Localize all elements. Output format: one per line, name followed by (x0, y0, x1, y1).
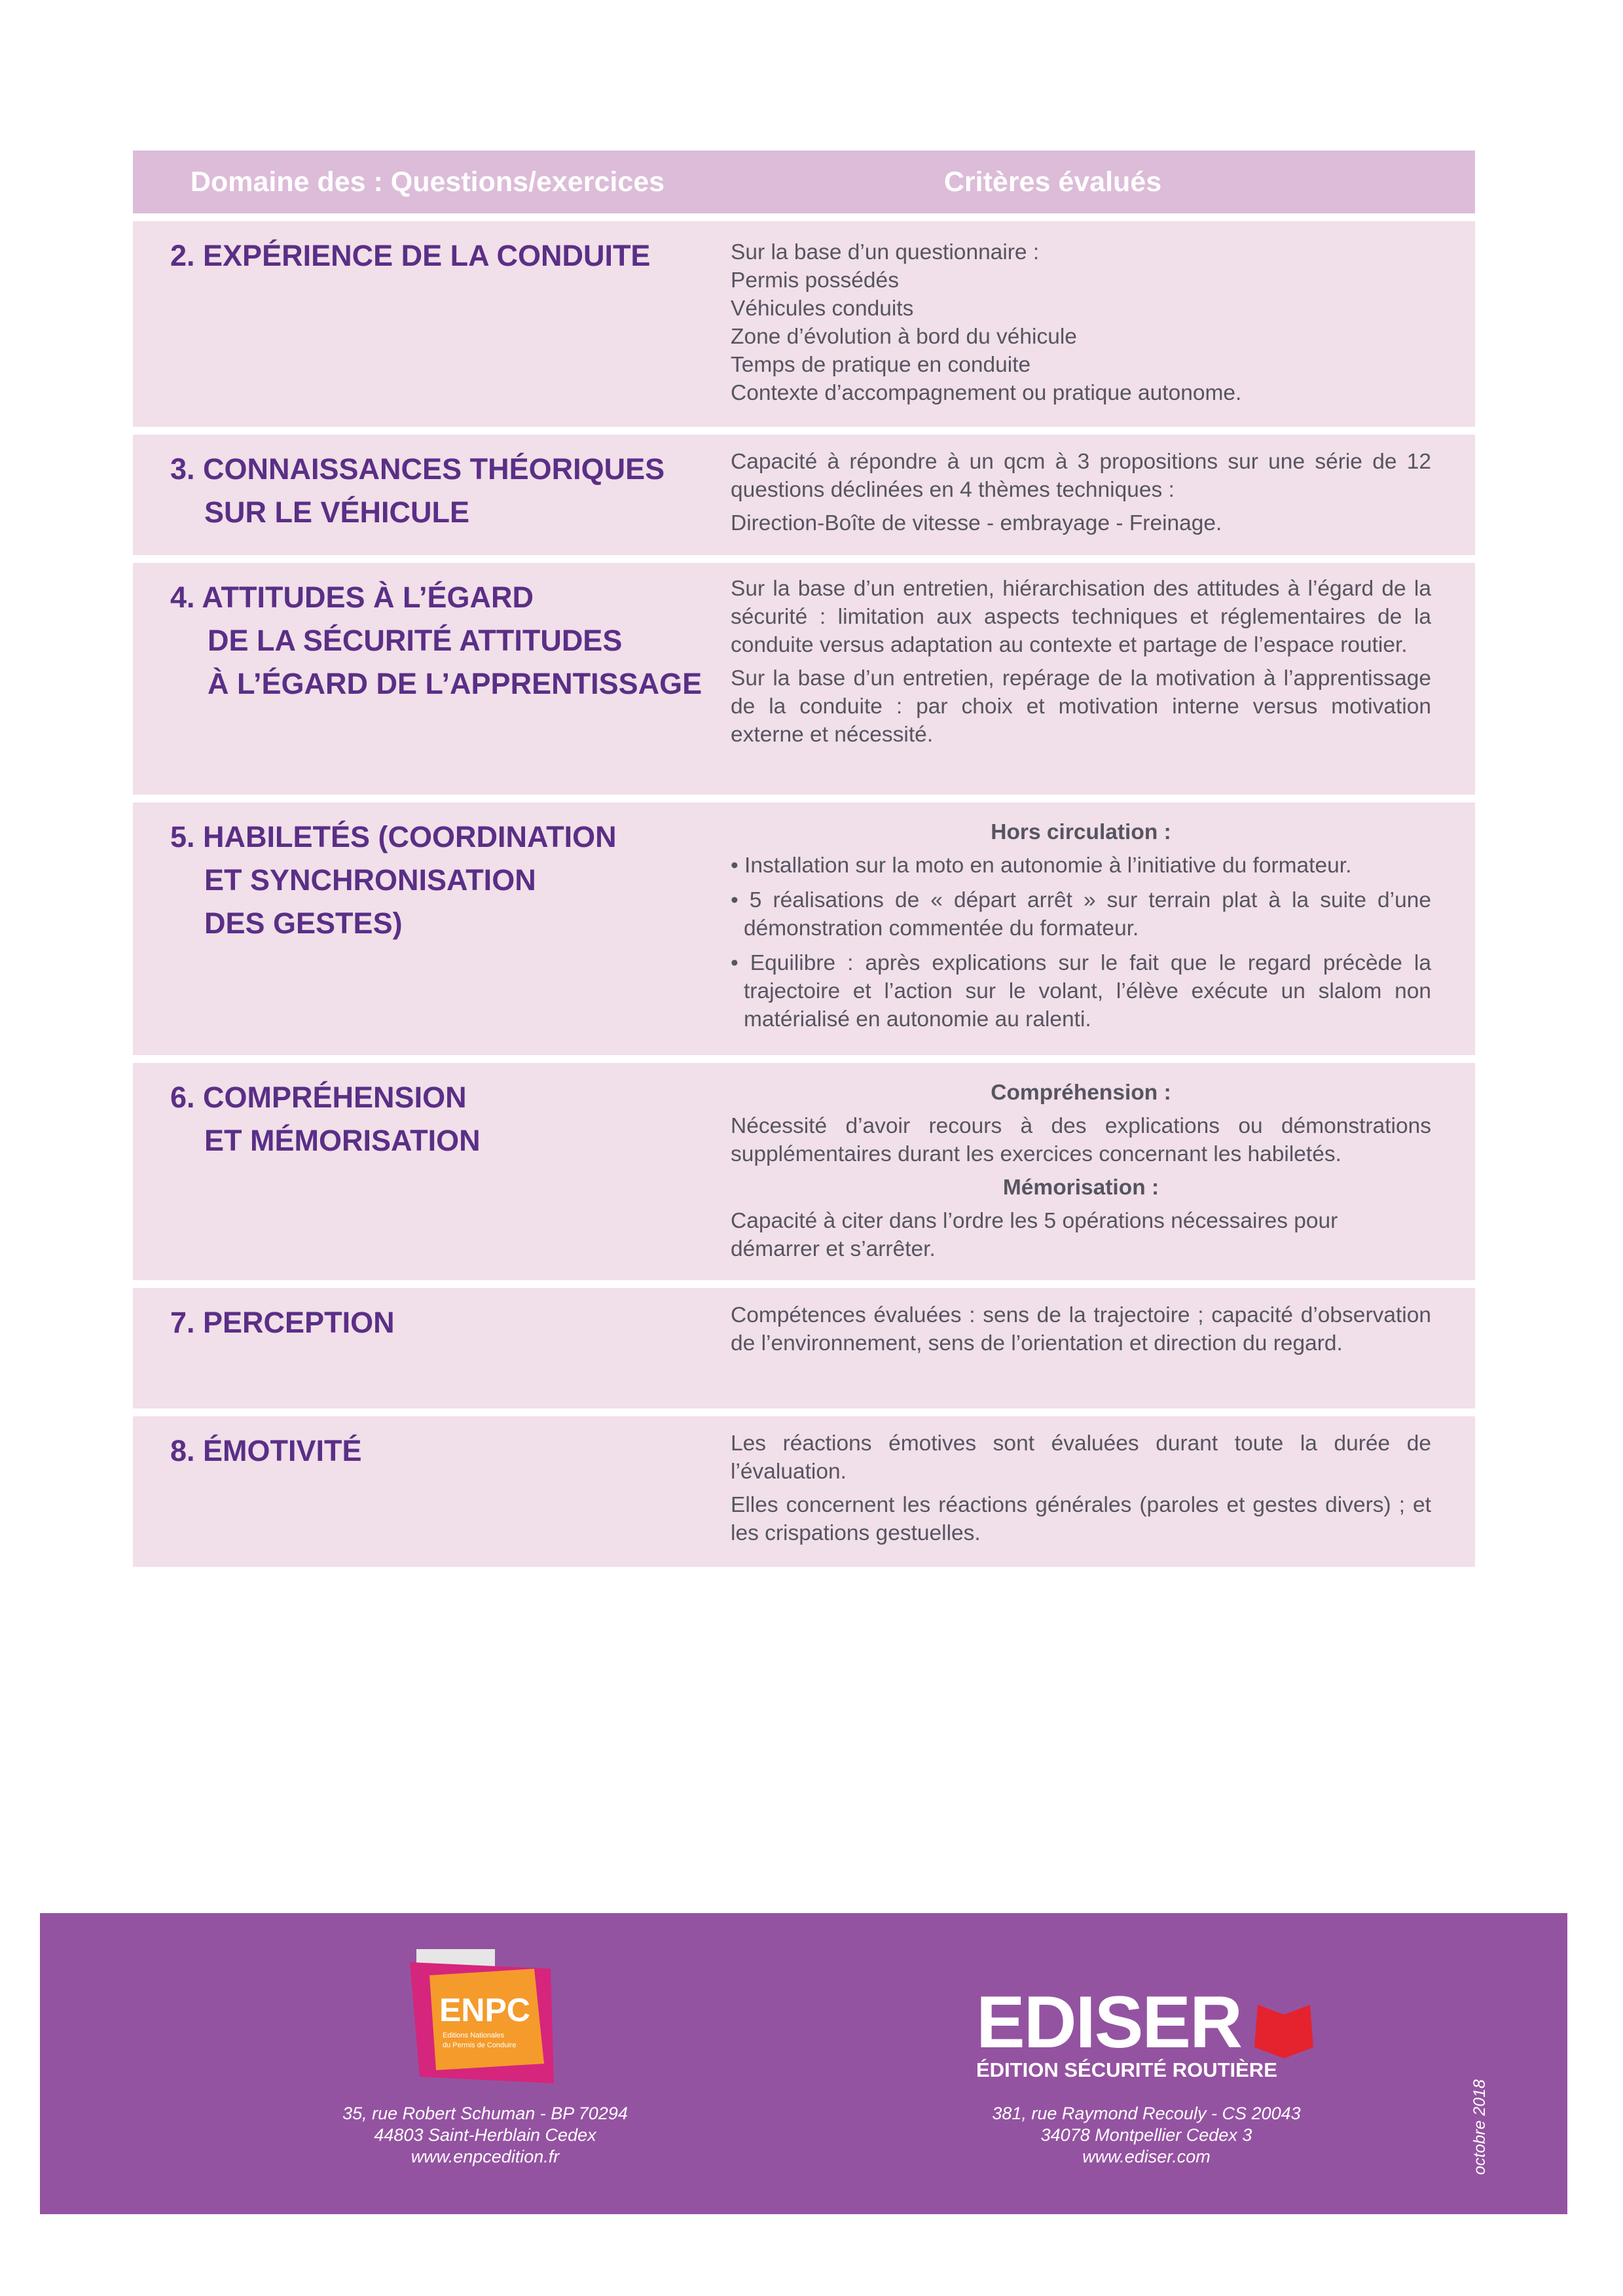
criteria-text: Elles concernent les réactions générales (paroles et gestes divers) ; et les crispations gestuelles. (731, 1493, 1431, 1545)
domain-title: 6. COMPRÉHENSION (170, 1081, 467, 1114)
criteria-table (133, 151, 1475, 1575)
criteria-text: Sur la base d’un entretien, repérage de la motivation à l’apprentissage de la conduite : par choix et motivation interne versus motivation externe et nécessité. (731, 666, 1431, 747)
svg-text:du Permis de Conduire: du Permis de Conduire (443, 2041, 517, 2049)
domain-cell (133, 802, 731, 1055)
criteria-line: Sur la base d’un questionnaire : (731, 240, 1040, 264)
criteria-subheading: Mémorisation : (1002, 1175, 1159, 1200)
table-row (133, 1063, 1475, 1280)
table-row (133, 1416, 1475, 1567)
criteria-cell (731, 1063, 1475, 1280)
domain-title-line2: ET SYNCHRONISATION (204, 863, 536, 897)
criteria-line: Contexte d’accompagnement ou pratique autonome. (731, 381, 1242, 405)
criteria-cell (731, 1288, 1475, 1408)
enpc-logo-text: ENPC (439, 1992, 530, 2028)
ediser-tagline: ÉDITION SÉCURITÉ ROUTIÈRE (976, 2058, 1277, 2081)
criteria-bullet: • Equilibre : après explications sur le fait que le regard précède la trajectoire et l’action sur le volant, l’élève exécute un slalom non matérialisé en autonomie au ralenti. (731, 951, 1431, 1031)
domain-title: 8. ÉMOTIVITÉ (170, 1434, 362, 1467)
criteria-cell (731, 1416, 1475, 1567)
ediser-address (957, 2103, 1336, 2168)
criteria-cell (731, 563, 1475, 795)
enpc-address (282, 2103, 688, 2168)
ediser-logo (976, 1985, 1343, 2083)
criteria-text: Capacité à répondre à un qcm à 3 propositions sur une série de 12 questions déclinées en 4 thèmes techniques : (731, 450, 1431, 502)
edition-date: octobre 2018 (1470, 2079, 1489, 2175)
table-row (133, 802, 1475, 1055)
domain-cell (133, 563, 731, 795)
domain-title: 5. HABILETÉS (COORDINATION (170, 820, 617, 853)
domain-title: 3. CONNAISSANCES THÉORIQUES (170, 452, 665, 486)
svg-text:Editions Nationales: Editions Nationales (443, 2032, 505, 2039)
domain-title-line2: DE LA SÉCURITÉ ATTITUDES (208, 624, 623, 657)
criteria-line: Permis possédés (731, 268, 899, 293)
domain-title: 4. ATTITUDES À L’ÉGARD (170, 581, 534, 614)
domain-cell (133, 435, 731, 555)
domain-title: 7. PERCEPTION (170, 1306, 395, 1339)
domain-title-line3: À L’ÉGARD DE L’APPRENTISSAGE (208, 667, 702, 700)
criteria-bullet: • 5 réalisations de « départ arrêt » sur terrain plat à la suite d’une démonstration commentée du formateur. (731, 888, 1431, 941)
website-link[interactable]: www.ediser.com (1082, 2147, 1211, 2166)
header-criteria: Critères évalués (943, 166, 1162, 198)
website-link[interactable]: www.enpcedition.fr (410, 2147, 560, 2166)
criteria-text: Compétences évaluées : sens de la trajectoire ; capacité d’observation de l’environnement, sens de l’orientation et direction du regard. (731, 1303, 1431, 1355)
criteria-text: Sur la base d’un entretien, hiérarchisation des attitudes à l’égard de la sécurité : limitation aux aspects techniques et réglementaires de la conduite versus adaptation au contexte et partage de l’espace routier. (731, 577, 1431, 657)
criteria-text: Nécessité d’avoir recours à des explications ou démonstrations supplémentaires durant les exercices concernant les habiletés. (731, 1114, 1431, 1166)
address-line: 34078 Montpellier Cedex 3 (1040, 2125, 1252, 2145)
ediser-logo-text: EDISER (976, 1985, 1241, 2063)
address-line: 35, rue Robert Schuman - BP 70294 (342, 2104, 628, 2123)
criteria-cell (731, 435, 1475, 555)
enpc-logo (403, 1949, 574, 2090)
criteria-text: Direction-Boîte de vitesse - embrayage - Freinage. (731, 511, 1222, 535)
criteria-cell (731, 221, 1475, 427)
domain-title: 2. EXPÉRIENCE DE LA CONDUITE (170, 239, 651, 272)
criteria-text: Capacité à citer dans l’ordre les 5 opérations nécessaires pour démarrer et s’arrêter. (731, 1209, 1338, 1261)
criteria-cell (731, 802, 1475, 1055)
header-domain: Domaine des : Questions/exercices (190, 166, 665, 198)
domain-cell (133, 221, 731, 427)
domain-cell (133, 1416, 731, 1567)
criteria-subheading: Compréhension : (991, 1081, 1171, 1105)
address-line: 44803 Saint-Herblain Cedex (374, 2125, 596, 2145)
address-line: 381, rue Raymond Recouly - CS 20043 (992, 2104, 1301, 2123)
footer-band (40, 1913, 1567, 2214)
domain-cell (133, 1288, 731, 1408)
table-row (133, 1288, 1475, 1408)
table-header (133, 151, 1475, 213)
criteria-subheading: Hors circulation : (991, 820, 1171, 844)
domain-title-line3: DES GESTES) (204, 906, 403, 940)
table-row (133, 221, 1475, 427)
domain-cell (133, 1063, 731, 1280)
criteria-line: Temps de pratique en conduite (731, 353, 1031, 377)
criteria-bullet: • Installation sur la moto en autonomie à l’initiative du formateur. (731, 853, 1352, 878)
criteria-line: Zone d’évolution à bord du véhicule (731, 325, 1077, 349)
criteria-text: Les réactions émotives sont évaluées durant toute la durée de l’évaluation. (731, 1431, 1431, 1484)
domain-title-line2: SUR LE VÉHICULE (204, 495, 470, 529)
table-row (133, 435, 1475, 555)
book-icon (1254, 2005, 1313, 2058)
domain-title-line2: ET MÉMORISATION (204, 1124, 481, 1157)
criteria-line: Véhicules conduits (731, 296, 914, 321)
table-row (133, 563, 1475, 795)
